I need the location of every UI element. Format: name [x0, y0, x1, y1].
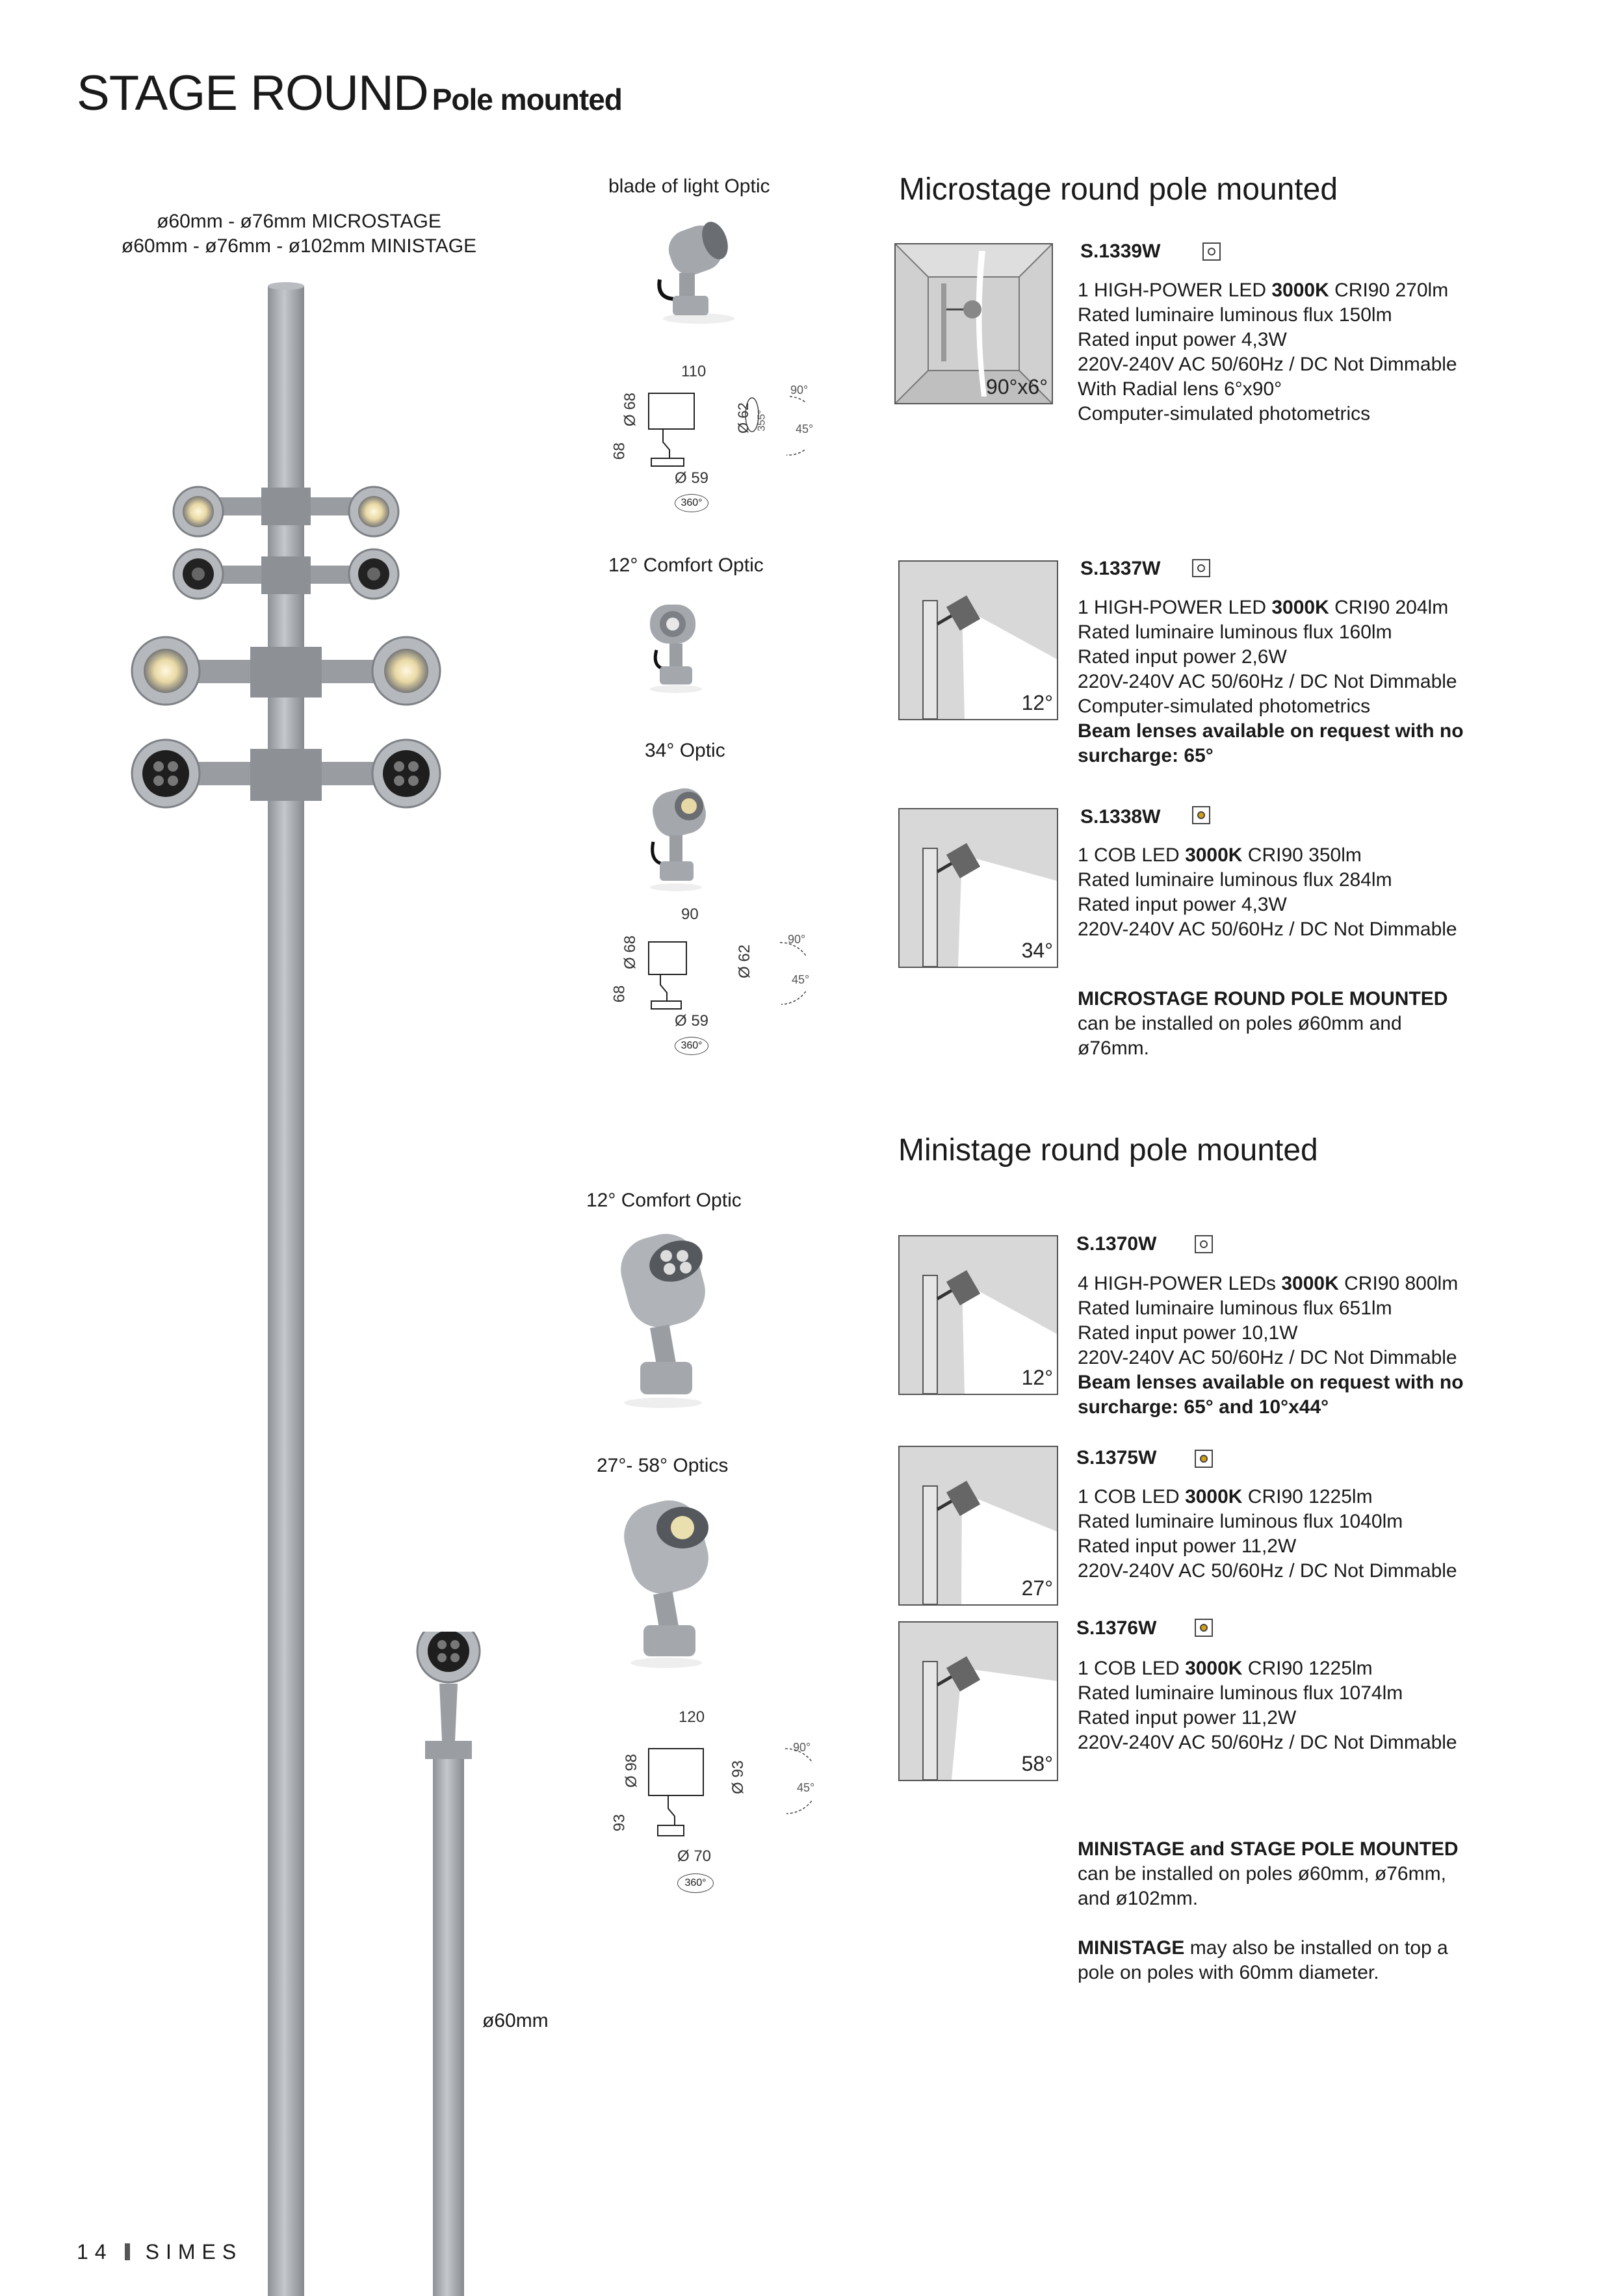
spec-line: Rated luminaire luminous flux 651lm: [1078, 1298, 1392, 1319]
code-s1339w: S.1339W: [1080, 241, 1161, 262]
dim-c-rotation-360: 360°: [677, 1873, 714, 1893]
photometric-s1337w: [898, 560, 1058, 720]
spec-line: 1 COB LED: [1078, 844, 1186, 866]
specs-s1376w: [1078, 1656, 1457, 1755]
dim-c-width: 120: [679, 1708, 705, 1726]
note-line: can be installed on poles ø60mm and: [1078, 1013, 1402, 1034]
optic-label-12-comfort-mini: 12° Comfort Optic: [586, 1190, 742, 1211]
spec-cct: 3000K: [1185, 1658, 1243, 1679]
luminaire-micro-blade-image: [643, 215, 741, 325]
angle-s1339w: 90°x6°: [986, 375, 1048, 398]
note-title: MINISTAGE and STAGE POLE MOUNTED: [1078, 1838, 1459, 1860]
ministage-install-note: [1078, 1837, 1459, 1911]
photometric-s1339w: [894, 243, 1053, 404]
angle-s1370w: 12°: [1021, 1366, 1053, 1389]
dim-a-angle-90: 90°: [790, 384, 809, 397]
spec-cct: 3000K: [1271, 280, 1329, 301]
dim-a-base: Ø 59: [675, 469, 709, 487]
dim-a-rotation-360: 360°: [675, 494, 708, 512]
photometric-s1376w: [898, 1621, 1058, 1781]
dim-a-rotation: 355°: [756, 410, 768, 432]
title-text: STAGE ROUND: [77, 66, 428, 121]
note-bold: MINISTAGE: [1078, 1937, 1185, 1959]
spec-line: CRI90 800lm: [1338, 1273, 1459, 1294]
spec-line: Rated input power 11,2W: [1078, 1535, 1297, 1557]
optic-label-27-58: 27°- 58° Optics: [597, 1455, 729, 1476]
spec-line: Rated input power 4,3W: [1078, 894, 1287, 915]
spec-line: Rated luminaire luminous flux 150lm: [1078, 304, 1392, 326]
spec-note: surcharge: 65°: [1078, 745, 1214, 766]
dim-b-width: 90: [681, 906, 699, 923]
spec-line: 220V-240V AC 50/60Hz / DC Not Dimmable: [1078, 354, 1457, 375]
spec-line: 1 COB LED: [1078, 1658, 1186, 1679]
pole-info-line-1: ø60mm - ø76mm MICROSTAGE: [157, 211, 441, 232]
dim-c-base: Ø 70: [677, 1847, 712, 1865]
small-pole-illustration: [409, 1632, 487, 2296]
dim-b-angle-45: 45°: [792, 973, 810, 986]
dim-c-angle-45: 45°: [797, 1781, 815, 1794]
angle-s1338w: 34°: [1021, 939, 1053, 962]
optic-label-34: 34° Optic: [645, 740, 725, 761]
note-line: and ø102mm.: [1078, 1888, 1199, 1909]
spec-line: Computer-simulated photometrics: [1078, 696, 1371, 717]
spec-line: Rated luminaire luminous flux 1040lm: [1078, 1511, 1403, 1532]
spec-line: Rated input power 2,6W: [1078, 646, 1287, 668]
dim-a-width: 110: [681, 363, 707, 380]
dim-b-diameter-62: Ø 62: [736, 944, 754, 979]
spec-line: 1 HIGH-POWER LED: [1078, 597, 1272, 618]
dim-a-height: 68: [610, 442, 629, 460]
spec-cct: 3000K: [1281, 1273, 1339, 1294]
led-type-icon-s1370w: [1195, 1235, 1213, 1253]
spec-line: Rated luminaire luminous flux 1074lm: [1078, 1682, 1403, 1704]
luminaire-mini-27-58-image: [617, 1495, 728, 1671]
angle-s1375w: 27°: [1021, 1576, 1053, 1600]
spec-line: 220V-240V AC 50/60Hz / DC Not Dimmable: [1078, 919, 1457, 940]
note-line: may also be installed on top a: [1184, 1937, 1448, 1959]
cob-led-icon-s1375w: [1195, 1450, 1213, 1468]
spec-line: With Radial lens 6°x90°: [1078, 378, 1282, 400]
dimension-drawing-b: [610, 900, 810, 1069]
note-line: pole on poles with 60mm diameter.: [1078, 1962, 1379, 1983]
cob-led-icon-s1376w: [1195, 1619, 1213, 1637]
ministage-top-pole-note: [1078, 1936, 1448, 1985]
dim-c-diameter-93: Ø 93: [729, 1760, 747, 1795]
microstage-heading: Microstage round pole mounted: [899, 172, 1338, 207]
photometric-s1370w: [898, 1235, 1058, 1395]
microstage-install-note: [1078, 987, 1448, 1061]
spec-line: CRI90 1225lm: [1242, 1486, 1373, 1507]
dim-c-angle-90: 90°: [793, 1741, 811, 1754]
spec-line: Rated input power 10,1W: [1078, 1322, 1298, 1344]
brand-name: SIMES: [145, 2240, 243, 2263]
pole-info-line-2: ø60mm - ø76mm - ø102mm MINISTAGE: [121, 235, 477, 257]
spec-cct: 3000K: [1271, 597, 1329, 618]
spec-line: CRI90 1225lm: [1242, 1658, 1373, 1679]
spec-line: 1 HIGH-POWER LED: [1078, 280, 1272, 301]
specs-s1375w: [1078, 1485, 1457, 1584]
spec-line: Rated input power 4,3W: [1078, 329, 1287, 350]
photometric-s1375w: [898, 1446, 1058, 1606]
dimension-drawing-a: [610, 358, 814, 527]
spec-line: 220V-240V AC 50/60Hz / DC Not Dimmable: [1078, 1732, 1457, 1753]
luminaire-mini-12-image: [611, 1229, 721, 1411]
code-s1375w: S.1375W: [1076, 1447, 1157, 1468]
spec-line: 220V-240V AC 50/60Hz / DC Not Dimmable: [1078, 671, 1457, 692]
spec-line: 4 HIGH-POWER LEDs: [1078, 1273, 1282, 1294]
dim-a-angle-45: 45°: [796, 423, 814, 436]
spec-cct: 3000K: [1185, 1486, 1243, 1507]
spec-cct: 3000K: [1185, 844, 1243, 866]
cob-led-icon-s1338w: [1192, 806, 1210, 824]
dim-b-diameter-68: Ø 68: [621, 935, 640, 970]
title-subtitle: Pole mounted: [432, 83, 622, 116]
dim-b-base: Ø 59: [675, 1012, 709, 1030]
specs-s1370w: [1078, 1272, 1464, 1420]
spec-line: CRI90 350lm: [1242, 844, 1362, 866]
pole-diameter-info: [104, 209, 494, 259]
photometric-s1338w: [898, 808, 1058, 968]
code-s1370w: S.1370W: [1076, 1233, 1157, 1255]
spec-line: CRI90 270lm: [1329, 280, 1449, 301]
luminaire-micro-12-image: [643, 598, 721, 696]
dim-b-height: 68: [610, 985, 629, 1003]
code-s1376w: S.1376W: [1076, 1617, 1157, 1639]
spec-line: Rated input power 11,2W: [1078, 1707, 1297, 1729]
spec-line: Rated luminaire luminous flux 284lm: [1078, 869, 1392, 891]
spec-note: Beam lenses available on request with no: [1078, 1372, 1464, 1393]
ministage-heading: Ministage round pole mounted: [898, 1133, 1318, 1168]
dim-c-height: 93: [610, 1814, 629, 1832]
spec-note: surcharge: 65° and 10°x44°: [1078, 1396, 1329, 1418]
spec-line: 1 COB LED: [1078, 1486, 1186, 1507]
page-title: [77, 65, 622, 122]
code-s1337w: S.1337W: [1080, 558, 1161, 579]
luminaire-micro-34-image: [643, 783, 721, 894]
angle-s1376w: 58°: [1021, 1752, 1053, 1775]
led-type-icon-s1339w: [1202, 242, 1221, 261]
dim-b-rotation-360: 360°: [675, 1037, 708, 1055]
optic-label-12-comfort-micro: 12° Comfort Optic: [608, 554, 764, 576]
note-title: MICROSTAGE ROUND POLE MOUNTED: [1078, 988, 1448, 1010]
dim-b-angle-90: 90°: [788, 933, 806, 946]
page-footer: [77, 2240, 242, 2264]
note-line: ø76mm.: [1078, 1037, 1150, 1059]
spec-line: Computer-simulated photometrics: [1078, 403, 1371, 424]
spec-line: CRI90 204lm: [1329, 597, 1449, 618]
page-number: 14: [77, 2240, 113, 2263]
specs-s1337w: [1078, 595, 1464, 768]
note-line: can be installed on poles ø60mm, ø76mm,: [1078, 1863, 1446, 1885]
dim-c-diameter-98: Ø 98: [623, 1753, 641, 1788]
spec-note: Beam lenses available on request with no: [1078, 720, 1464, 742]
specs-s1339w: [1078, 278, 1457, 426]
spec-line: Rated luminaire luminous flux 160lm: [1078, 621, 1392, 643]
optic-label-blade: blade of light Optic: [608, 176, 770, 197]
spec-line: 220V-240V AC 50/60Hz / DC Not Dimmable: [1078, 1347, 1457, 1368]
code-s1338w: S.1338W: [1080, 806, 1161, 828]
dim-a-diameter-68: Ø 68: [621, 392, 640, 427]
spec-line: 220V-240V AC 50/60Hz / DC Not Dimmable: [1078, 1560, 1457, 1582]
specs-s1338w: [1078, 843, 1457, 942]
angle-s1337w: 12°: [1021, 691, 1053, 714]
dimension-drawing-c: [610, 1703, 815, 1898]
led-type-icon-s1337w: [1192, 559, 1210, 577]
footer-divider: [125, 2243, 130, 2260]
small-pole-diameter: ø60mm: [482, 2010, 549, 2031]
dim-a-diameter-62: Ø 62: [734, 402, 751, 434]
